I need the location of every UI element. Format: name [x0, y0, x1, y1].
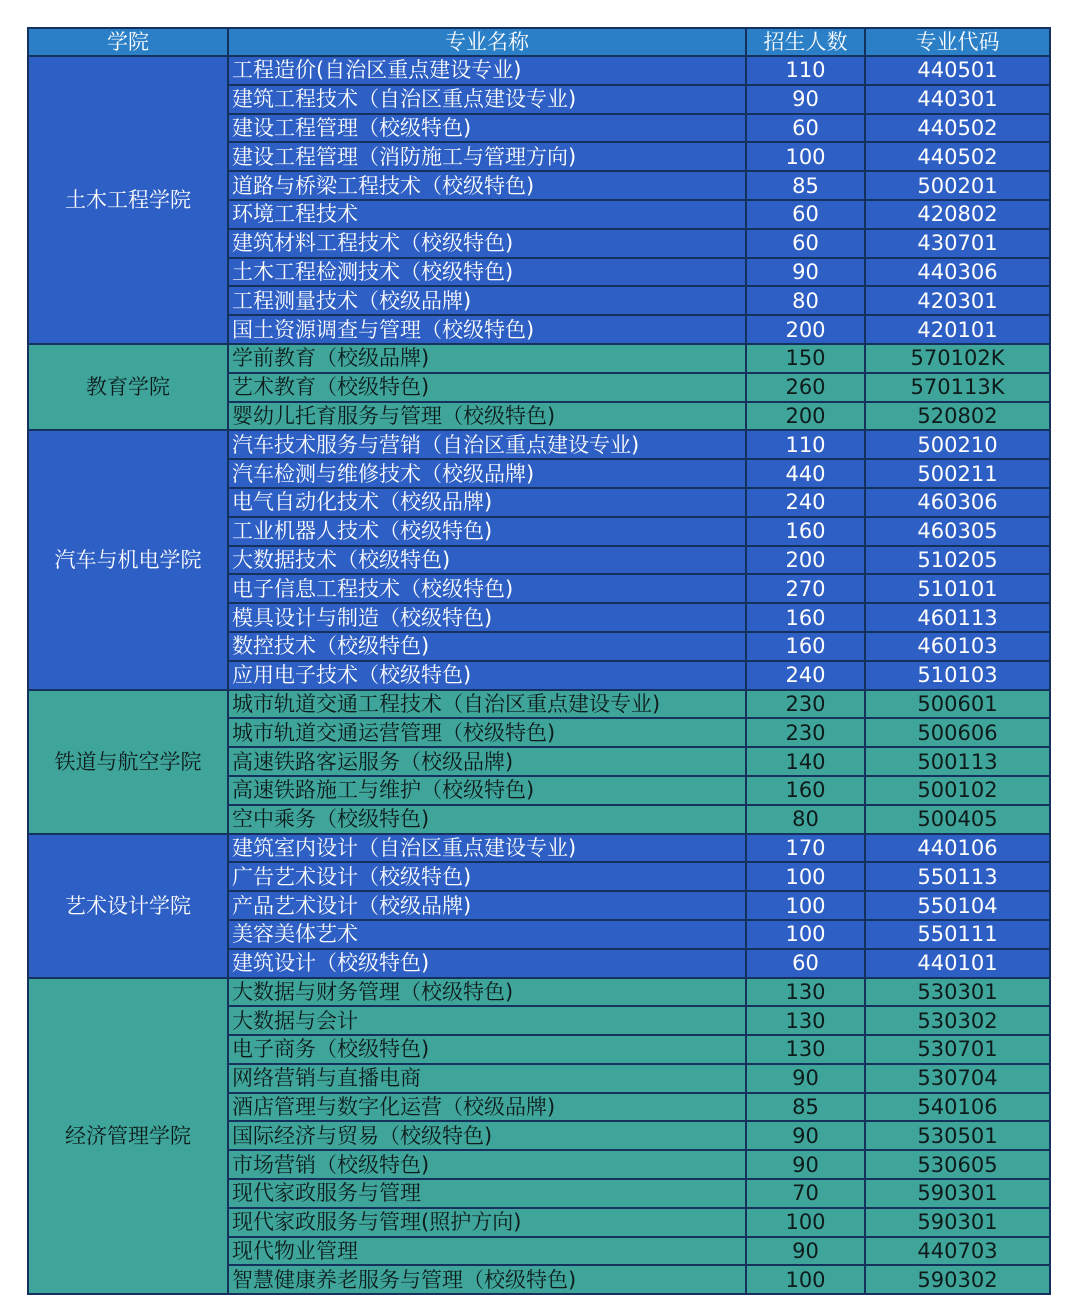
major-cell: 电气自动化技术（校级品牌) [228, 488, 746, 517]
major-cell: 艺术教育（校级特色) [228, 373, 746, 402]
code-cell: 530302 [865, 1006, 1050, 1035]
major-cell: 现代家政服务与管理(照护方向) [228, 1208, 746, 1237]
count-cell: 160 [746, 776, 865, 805]
major-cell: 市场营销（校级特色) [228, 1150, 746, 1179]
code-cell: 550113 [865, 862, 1050, 891]
count-cell: 230 [746, 718, 865, 747]
code-cell: 420301 [865, 286, 1050, 315]
count-cell: 140 [746, 747, 865, 776]
code-cell: 500102 [865, 776, 1050, 805]
code-cell: 530704 [865, 1064, 1050, 1093]
major-cell: 汽车检测与维修技术（校级品牌) [228, 459, 746, 488]
code-cell: 530605 [865, 1150, 1050, 1179]
major-cell: 空中乘务（校级特色) [228, 805, 746, 834]
major-cell: 婴幼儿托育服务与管理（校级特色) [228, 402, 746, 431]
major-cell: 智慧健康养老服务与管理（校级特色) [228, 1265, 746, 1294]
major-cell: 学前教育（校级品牌) [228, 344, 746, 373]
count-cell: 130 [746, 1006, 865, 1035]
code-cell: 530701 [865, 1035, 1050, 1064]
major-cell: 网络营销与直播电商 [228, 1064, 746, 1093]
count-cell: 90 [746, 258, 865, 287]
college-cell: 土木工程学院 [28, 56, 228, 344]
count-cell: 85 [746, 1093, 865, 1122]
major-cell: 大数据技术（校级特色) [228, 546, 746, 575]
major-cell: 建筑材料工程技术（校级特色) [228, 229, 746, 258]
code-cell: 510205 [865, 546, 1050, 575]
count-cell: 160 [746, 632, 865, 661]
major-cell: 建筑设计（校级特色) [228, 949, 746, 978]
count-cell: 130 [746, 978, 865, 1007]
major-cell: 模具设计与制造（校级特色) [228, 603, 746, 632]
count-cell: 170 [746, 834, 865, 863]
table-row [28, 978, 1050, 1007]
count-cell: 100 [746, 862, 865, 891]
table-row [28, 56, 1050, 85]
count-cell: 100 [746, 1208, 865, 1237]
count-cell: 110 [746, 430, 865, 459]
major-cell: 大数据与会计 [228, 1006, 746, 1035]
table-row [28, 834, 1050, 863]
major-cell: 城市轨道交通运营管理（校级特色) [228, 718, 746, 747]
major-cell: 产品艺术设计（校级品牌) [228, 891, 746, 920]
code-cell: 420802 [865, 200, 1050, 229]
code-cell: 520802 [865, 402, 1050, 431]
count-cell: 270 [746, 574, 865, 603]
code-cell: 460113 [865, 603, 1050, 632]
count-cell: 160 [746, 603, 865, 632]
count-cell: 60 [746, 949, 865, 978]
major-cell: 现代家政服务与管理 [228, 1179, 746, 1208]
count-cell: 100 [746, 920, 865, 949]
count-cell: 90 [746, 1150, 865, 1179]
code-cell: 440106 [865, 834, 1050, 863]
college-cell: 艺术设计学院 [28, 834, 228, 978]
major-cell: 工程造价(自治区重点建设专业) [228, 56, 746, 85]
major-cell: 高速铁路客运服务（校级品牌) [228, 747, 746, 776]
count-cell: 90 [746, 1064, 865, 1093]
count-cell: 240 [746, 661, 865, 690]
code-cell: 440703 [865, 1237, 1050, 1266]
count-cell: 110 [746, 56, 865, 85]
major-cell: 建筑室内设计（自治区重点建设专业) [228, 834, 746, 863]
table-row [28, 690, 1050, 719]
code-cell: 500113 [865, 747, 1050, 776]
count-cell: 200 [746, 315, 865, 344]
count-cell: 150 [746, 344, 865, 373]
count-cell: 60 [746, 200, 865, 229]
count-cell: 230 [746, 690, 865, 719]
count-cell: 100 [746, 891, 865, 920]
college-cell: 经济管理学院 [28, 978, 228, 1295]
count-cell: 85 [746, 171, 865, 200]
code-cell: 550104 [865, 891, 1050, 920]
code-cell: 500211 [865, 459, 1050, 488]
major-cell: 汽车技术服务与营销（自治区重点建设专业) [228, 430, 746, 459]
count-cell: 200 [746, 546, 865, 575]
count-cell: 90 [746, 1237, 865, 1266]
header-college: 学院 [28, 28, 228, 56]
code-cell: 460306 [865, 488, 1050, 517]
major-cell: 土木工程检测技术（校级特色) [228, 258, 746, 287]
code-cell: 500601 [865, 690, 1050, 719]
header-row [28, 28, 1050, 56]
college-cell: 教育学院 [28, 344, 228, 430]
header-major: 专业名称 [228, 28, 746, 56]
code-cell: 440301 [865, 85, 1050, 114]
code-cell: 510101 [865, 574, 1050, 603]
count-cell: 80 [746, 805, 865, 834]
count-cell: 60 [746, 229, 865, 258]
major-cell: 酒店管理与数字化运营（校级品牌) [228, 1093, 746, 1122]
code-cell: 530301 [865, 978, 1050, 1007]
table-body [28, 56, 1050, 1294]
major-cell: 工业机器人技术（校级特色) [228, 517, 746, 546]
code-cell: 440101 [865, 949, 1050, 978]
count-cell: 440 [746, 459, 865, 488]
code-cell: 500210 [865, 430, 1050, 459]
table-row [28, 344, 1050, 373]
count-cell: 80 [746, 286, 865, 315]
enrollment-table-container [27, 27, 1051, 1295]
major-cell: 城市轨道交通工程技术（自治区重点建设专业) [228, 690, 746, 719]
code-cell: 590301 [865, 1208, 1050, 1237]
code-cell: 460103 [865, 632, 1050, 661]
major-cell: 高速铁路施工与维护（校级特色) [228, 776, 746, 805]
major-cell: 应用电子技术（校级特色) [228, 661, 746, 690]
major-cell: 广告艺术设计（校级特色) [228, 862, 746, 891]
count-cell: 60 [746, 114, 865, 143]
major-cell: 数控技术（校级特色) [228, 632, 746, 661]
college-cell: 铁道与航空学院 [28, 690, 228, 834]
count-cell: 100 [746, 142, 865, 171]
enrollment-table [27, 27, 1051, 1295]
count-cell: 200 [746, 402, 865, 431]
code-cell: 570102K [865, 344, 1050, 373]
code-cell: 440502 [865, 114, 1050, 143]
count-cell: 90 [746, 1121, 865, 1150]
count-cell: 260 [746, 373, 865, 402]
major-cell: 国土资源调查与管理（校级特色) [228, 315, 746, 344]
code-cell: 570113K [865, 373, 1050, 402]
major-cell: 电子信息工程技术（校级特色) [228, 574, 746, 603]
major-cell: 建筑工程技术（自治区重点建设专业) [228, 85, 746, 114]
code-cell: 530501 [865, 1121, 1050, 1150]
code-cell: 500405 [865, 805, 1050, 834]
major-cell: 电子商务（校级特色) [228, 1035, 746, 1064]
count-cell: 70 [746, 1179, 865, 1208]
major-cell: 环境工程技术 [228, 200, 746, 229]
major-cell: 大数据与财务管理（校级特色) [228, 978, 746, 1007]
code-cell: 550111 [865, 920, 1050, 949]
header-code: 专业代码 [865, 28, 1050, 56]
major-cell: 现代物业管理 [228, 1237, 746, 1266]
count-cell: 160 [746, 517, 865, 546]
code-cell: 590301 [865, 1179, 1050, 1208]
major-cell: 美容美体艺术 [228, 920, 746, 949]
count-cell: 240 [746, 488, 865, 517]
table-row [28, 430, 1050, 459]
code-cell: 440501 [865, 56, 1050, 85]
code-cell: 500606 [865, 718, 1050, 747]
header-count: 招生人数 [746, 28, 865, 56]
code-cell: 590302 [865, 1265, 1050, 1294]
code-cell: 460305 [865, 517, 1050, 546]
code-cell: 440306 [865, 258, 1050, 287]
major-cell: 建设工程管理（消防施工与管理方向) [228, 142, 746, 171]
major-cell: 道路与桥梁工程技术（校级特色) [228, 171, 746, 200]
major-cell: 工程测量技术（校级品牌) [228, 286, 746, 315]
code-cell: 430701 [865, 229, 1050, 258]
major-cell: 国际经济与贸易（校级特色) [228, 1121, 746, 1150]
code-cell: 420101 [865, 315, 1050, 344]
count-cell: 130 [746, 1035, 865, 1064]
code-cell: 540106 [865, 1093, 1050, 1122]
major-cell: 建设工程管理（校级特色) [228, 114, 746, 143]
count-cell: 90 [746, 85, 865, 114]
code-cell: 500201 [865, 171, 1050, 200]
code-cell: 440502 [865, 142, 1050, 171]
code-cell: 510103 [865, 661, 1050, 690]
college-cell: 汽车与机电学院 [28, 430, 228, 689]
count-cell: 100 [746, 1265, 865, 1294]
